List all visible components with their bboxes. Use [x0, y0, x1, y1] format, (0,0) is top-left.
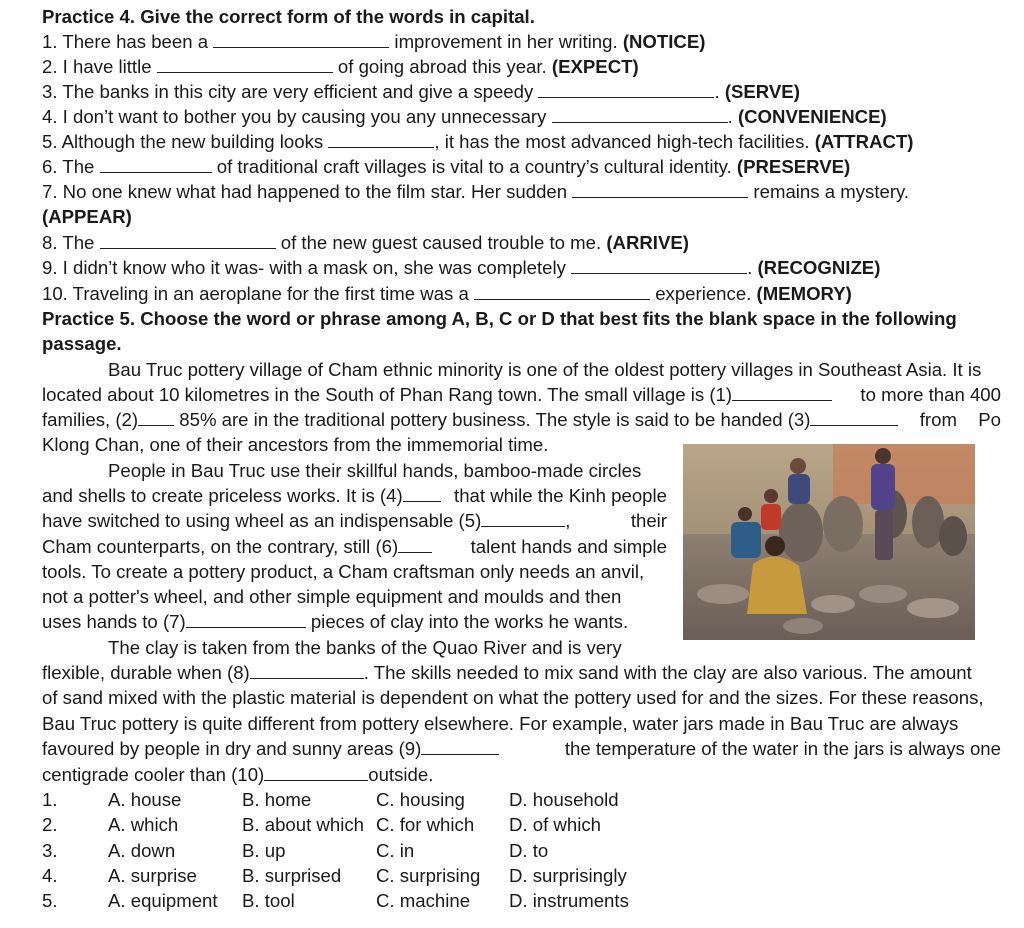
q7-text: 7. No one knew what had happened to the film star. Her sudden: [42, 181, 568, 202]
p1-line3: [42, 407, 1001, 432]
q4-text-post: .: [727, 106, 733, 127]
p2-l7-tail: pieces of clay into the works he wants.: [310, 611, 629, 632]
blank-4[interactable]: [403, 486, 441, 502]
q2-text-post: of going abroad this year.: [332, 56, 547, 77]
q7-text-post: remains a mystery.: [748, 181, 910, 202]
option-a[interactable]: A. down: [108, 840, 176, 861]
option-d[interactable]: D. of which: [509, 814, 601, 835]
q5-text: 5. Although the new building looks: [42, 131, 324, 152]
question-3: [42, 79, 800, 104]
p2-line4: [42, 534, 667, 559]
q7-word: (APPEAR): [42, 206, 132, 227]
p3-l6-tail: outside.: [368, 764, 434, 785]
p2-l3-comma: ,: [565, 510, 571, 531]
practice5-title-line2: passage.: [42, 333, 122, 354]
blank-6[interactable]: [398, 537, 432, 553]
p2-line7: [42, 609, 628, 634]
q1-word: (NOTICE): [622, 31, 706, 52]
question-4: [42, 104, 887, 129]
p2-l2-text: and shells to create priceless works. It is (4): [42, 485, 403, 506]
p1-l3-po: Po: [978, 409, 1001, 430]
question-7: [42, 179, 909, 204]
option-b[interactable]: B. up: [242, 840, 286, 861]
p2-l7-text: uses hands to (7): [42, 611, 186, 632]
q10-blank[interactable]: [474, 284, 650, 300]
p2-l4-tail: talent hands and simple: [470, 536, 667, 557]
question-8: [42, 230, 689, 255]
option-d[interactable]: D. household: [509, 789, 619, 810]
option-c[interactable]: C. machine: [376, 890, 471, 911]
option-b[interactable]: B. surprised: [242, 865, 342, 886]
question-5: [42, 129, 914, 154]
p1-line1: Bau Truc pottery village of Cham ethnic minority is one of the oldest pottery villages in Southeast Asia. It is: [108, 359, 982, 380]
q1-text: 1. There has been a: [42, 31, 209, 52]
q6-word: (PRESERVE): [736, 156, 851, 177]
q2-blank[interactable]: [157, 57, 333, 73]
q9-blank[interactable]: [571, 258, 747, 274]
q1-blank[interactable]: [213, 32, 389, 48]
p2-line6: not a potter's wheel, and other simple equipment and moulds and then: [42, 586, 622, 607]
q2-word: (EXPECT): [551, 56, 639, 77]
p3-line1: [108, 635, 667, 660]
q1-text-post: improvement in her writing.: [389, 31, 618, 52]
p3-l5-text: favoured by people in dry and sunny areas (9): [42, 738, 422, 759]
p1-l3-text: families, (2): [42, 409, 139, 430]
question-2: [42, 54, 639, 79]
q9-text-post: .: [747, 257, 753, 278]
q3-word: (SERVE): [724, 81, 800, 102]
q8-blank[interactable]: [100, 233, 276, 249]
p2-l2-tail: that while the Kinh people: [454, 485, 667, 506]
option-d[interactable]: D. surprisingly: [509, 865, 627, 886]
option-d[interactable]: D. to: [509, 840, 549, 861]
option-a[interactable]: A. surprise: [108, 865, 197, 886]
blank-7[interactable]: [186, 612, 306, 628]
p3-l2-tail: . The skills needed to mix sand with the clay are also various. The amount: [363, 662, 972, 683]
p2-l3-their: their: [630, 510, 667, 531]
p2-line2: [42, 483, 667, 508]
q9-word: (RECOGNIZE): [757, 257, 881, 278]
q5-blank[interactable]: [328, 132, 434, 148]
p3-line2: [42, 660, 1001, 685]
q3-blank[interactable]: [538, 82, 714, 98]
p3-l2-text: flexible, durable when (8): [42, 662, 250, 683]
p3-line5: [42, 736, 1001, 761]
q8-word: (ARRIVE): [606, 232, 689, 253]
question-1: [42, 29, 705, 54]
p3-l1-text: The clay is taken from the banks of the Quao River and is very: [108, 637, 622, 658]
option-a[interactable]: A. equipment: [108, 890, 218, 911]
q2-text: 2. I have little: [42, 56, 152, 77]
blank-5[interactable]: [481, 511, 565, 527]
pottery-village-photo: [683, 444, 975, 640]
blank-9[interactable]: [421, 739, 499, 755]
q4-blank[interactable]: [552, 107, 728, 123]
q10-text: 10. Traveling in an aeroplane for the first time was a: [42, 283, 469, 304]
p1-line2: [42, 382, 1001, 407]
blank-10[interactable]: [264, 765, 368, 781]
p1-l3-from: from: [919, 409, 957, 430]
blank-1[interactable]: [732, 385, 832, 401]
option-number: 4.: [42, 865, 58, 886]
option-c[interactable]: C. surprising: [376, 865, 481, 886]
q5-word: (ATTRACT): [814, 131, 914, 152]
p2-line1: People in Bau Truc use their skillful hands, bamboo-made circles: [108, 460, 642, 481]
q4-word: (CONVENIENCE): [737, 106, 887, 127]
q6-blank[interactable]: [100, 157, 212, 173]
blank-8[interactable]: [250, 663, 364, 679]
p3-line3: of sand mixed with the plastic material is dependent on what the pottery used for and the sizes. For these reasons,: [42, 687, 984, 708]
option-b[interactable]: B. home: [242, 789, 312, 810]
p1-l3-mid: 85% are in the traditional pottery business. The style is said to be handed (3): [179, 409, 811, 430]
p2-l4-text: Cham counterparts, on the contrary, still (6): [42, 536, 399, 557]
q3-text: 3. The banks in this city are very efficient and give a speedy: [42, 81, 534, 102]
q6-text: 6. The: [42, 156, 95, 177]
q8-text: 8. The: [42, 232, 95, 253]
option-a[interactable]: A. house: [108, 789, 182, 810]
p2-line3: [42, 508, 667, 533]
practice5-title: Practice 5. Choose the word or phrase among A, B, C or D that best fits the blank space in the following: [42, 308, 957, 329]
option-number: 5.: [42, 890, 58, 911]
q8-text-post: of the new guest caused trouble to me.: [275, 232, 602, 253]
option-number: 3.: [42, 840, 58, 861]
option-c[interactable]: C. in: [376, 840, 415, 861]
q5-text-post: , it has the most advanced high-tech facilities.: [434, 131, 810, 152]
option-c[interactable]: C. housing: [376, 789, 465, 810]
q9-text: 9. I didn’t know who it was- with a mask on, she was completely: [42, 257, 566, 278]
option-c[interactable]: C. for which: [376, 814, 475, 835]
q6-text-post: of traditional craft villages is vital to a country’s cultural identity.: [211, 156, 732, 177]
p3-line6: [42, 762, 433, 787]
option-number: 2.: [42, 814, 58, 835]
option-b[interactable]: B. about which: [242, 814, 364, 835]
option-number: 1.: [42, 789, 58, 810]
question-6: [42, 154, 850, 179]
p1-line4: Klong Chan, one of their ancestors from the immemorial time.: [42, 434, 549, 455]
question-10: [42, 281, 852, 306]
practice4-title: Practice 4. Give the correct form of the words in capital.: [42, 6, 535, 27]
p3-l6-text: centigrade cooler than (10): [42, 764, 265, 785]
option-a[interactable]: A. which: [108, 814, 179, 835]
q3-text-post: .: [714, 81, 720, 102]
q4-text: 4. I don’t want to bother you by causing you any unnecessary: [42, 106, 547, 127]
p1-l2-tail: to more than 400: [860, 384, 1001, 405]
p2-l3-text: have switched to using wheel as an indispensable (5): [42, 510, 482, 531]
blank-3[interactable]: [810, 410, 898, 426]
p1-l2-text: located about 10 kilometres in the South of Phan Rang town. The small village is (1): [42, 384, 733, 405]
q10-text-post: experience.: [650, 283, 752, 304]
q7-blank[interactable]: [572, 182, 748, 198]
p2-line5: tools. To create a pottery product, a Cham craftsman only needs an anvil,: [42, 561, 645, 582]
question-9: [42, 255, 880, 280]
blank-2[interactable]: [138, 410, 174, 426]
q10-word: (MEMORY): [756, 283, 852, 304]
option-d[interactable]: D. instruments: [509, 890, 629, 911]
p3-line4: Bau Truc pottery is quite different from pottery elsewhere. For example, water jars made in Bau Truc are always: [42, 713, 959, 734]
p3-l5-tail: the temperature of the water in the jars is always one: [564, 738, 1001, 759]
option-b[interactable]: B. tool: [242, 890, 295, 911]
